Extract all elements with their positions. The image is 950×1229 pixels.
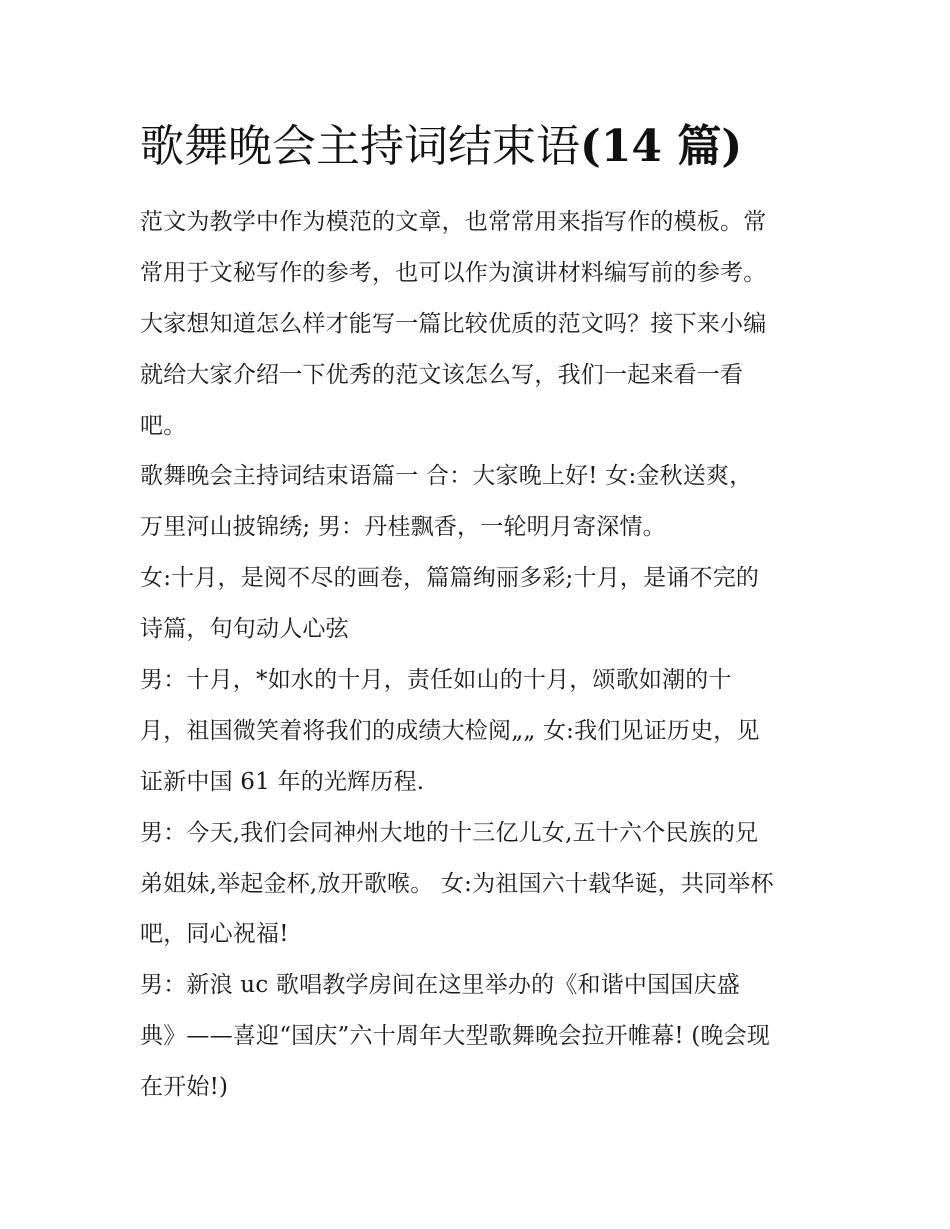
body-line: 吧，同心祝福!: [140, 921, 289, 948]
body-line: 男：十月，*如水的十月，责任如山的十月，颂歌如潮的十: [140, 667, 732, 694]
body-line: 证新中国 61 年的光辉历程.: [140, 768, 425, 795]
title-main-text: 歌舞晚会主持词结束语: [140, 121, 580, 172]
body-line: 吧。: [140, 412, 187, 439]
body-line: 歌舞晚会主持词结束语篇一 合：大家晚上好! 女:金秋送爽，: [140, 463, 753, 490]
body-line: 就给大家介绍一下优秀的范文该怎么写，我们一起来看一看: [140, 361, 744, 388]
body-line: 大家想知道怎么样才能写一篇比较优质的范文吗？接下来小编: [140, 310, 767, 337]
document-title: [140, 112, 840, 182]
body-line: 男：今天,我们会同神州大地的十三亿儿女,五十六个民族的兄: [140, 819, 759, 846]
body-line: 弟姐妹,举起金杯,放开歌喉。 女:为祖国六十载华诞，共同举杯: [140, 870, 774, 897]
body-line: 月，祖国微笑着将我们的成绩大检阅„„ 女:我们见证历史，见: [140, 717, 760, 744]
body-line: 常用于文秘写作的参考，也可以作为演讲材料编写前的参考。: [140, 259, 767, 286]
body-line: 女:十月，是阅不尽的画卷，篇篇绚丽多彩;十月，是诵不完的: [140, 565, 760, 592]
body-line: 男：新浪 uc 歌唱教学房间在这里举办的《和谐中国国庆盛: [140, 972, 740, 999]
body-line: 范文为教学中作为模范的文章，也常常用来指写作的模板。常: [140, 209, 767, 235]
body-line: 万里河山披锦绣; 男：丹桂飘香，一轮明月寄深情。: [140, 514, 666, 541]
body-line: 在开始!): [140, 1074, 229, 1101]
title-count-text: (14 篇): [580, 121, 743, 172]
body-line: 诗篇，句句动人心弦: [140, 616, 349, 643]
body-line: 典》——喜迎“国庆”六十周年大型歌舞晚会拉开帷幕! (晚会现: [140, 1023, 771, 1050]
document-body: [140, 197, 830, 1113]
